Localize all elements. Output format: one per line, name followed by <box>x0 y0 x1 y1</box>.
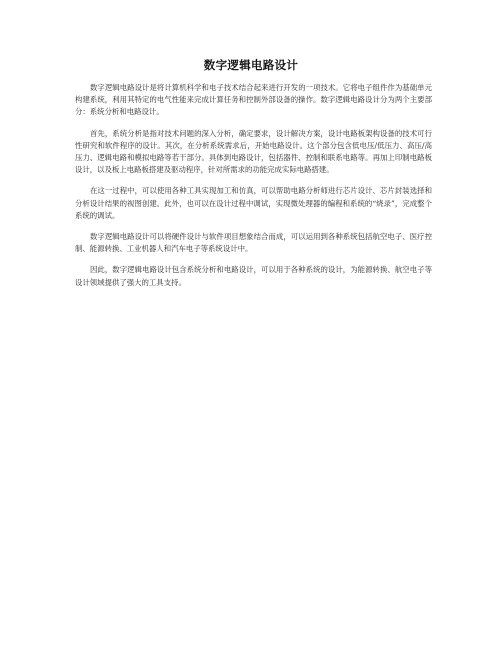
paragraph-system-analysis: 首先，系统分析是指对技术问题的深入分析，确定要求，设计解决方案，设计电路板架构设备的技术可行性研究和软件程序的设计。其次，在分析系统需求后，开始电路设计。这个部分包含低电压/低压力、高压/高压力、逻辑电路和模拟电路等若干部分。具体到电路设计，包括器件、控制和联系电路等。再加上印制电路板设计，以及板上电路板搭建及驱动程序，针对所需求的功能完成实际电路搭建。 <box>75 128 432 175</box>
paragraph-tools: 在这一过程中，可以使用各种工具实现加工和仿真，可以帮助电路分析师进行芯片设计、芯片封装选择和分析设计结果的视图创建。此外，也可以在设计过程中调试，实现微处理器的编程和系统的“烧录”，完成整个系统的调试。 <box>75 186 432 220</box>
document-body <box>75 82 432 298</box>
paragraph-applications: 数字逻辑电路设计可以将硬件设计与软件项目想象结合而成，可以运用到各种系统包括航空电子、医疗控制、能源转换、工业机器人和汽车电子等系统设计中。 <box>75 232 432 254</box>
paragraph-intro: 数字逻辑电路设计是将计算机科学和电子技术结合起来进行开发的一项技术。它将电子组件作为基础单元构建系统，利用其特定的电气性能来完成计算任务和控制外部设备的操作。数字逻辑电路设计分为两个主要部分：系统分析和电路设计。 <box>75 83 432 117</box>
document-title: 数字逻辑电路设计 <box>203 58 299 72</box>
paragraph-conclusion: 因此，数字逻辑电路设计包含系统分析和电路设计，可以用于各种系统的设计，为能源转换、航空电子等设计领域提供了强大的工具支持。 <box>75 265 432 287</box>
